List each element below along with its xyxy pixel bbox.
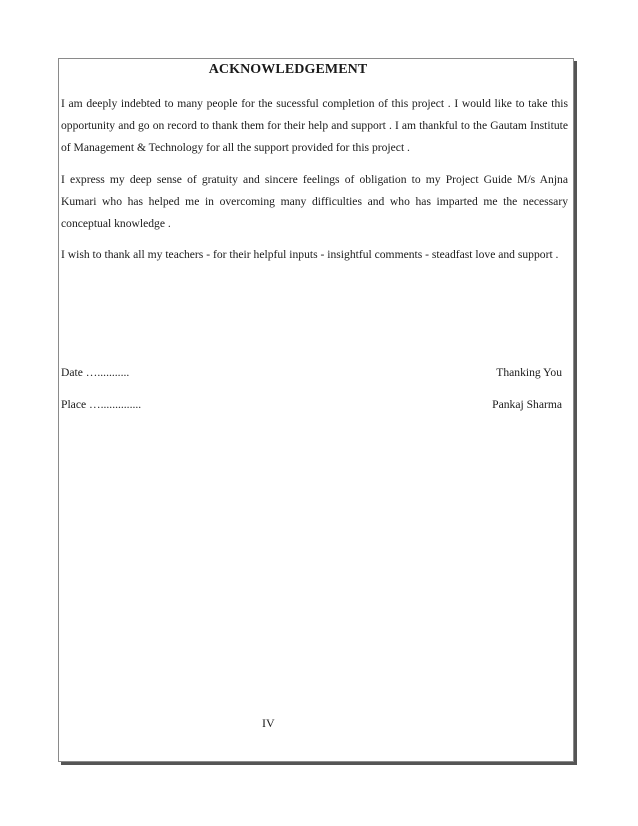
paragraph-1: I am deeply indebted to many people for the sucessful completion of this project . I would like to take this opportunity and go on record to thank them for their help and support . I am thankful to the Gautam Institute of Management & Technology for all the support provided for this project . (61, 97, 568, 154)
place-line: Place ….............. (61, 398, 142, 411)
page-number: IV (262, 716, 275, 730)
paragraph-3: I wish to thank all my teachers - for their helpful inputs - insightful comments - steadfast love and support . (61, 248, 559, 261)
paragraph-2: I express my deep sense of gratuity and sincere feelings of obligation to my Project Guide M/s Anjna Kumari who has helped me in overcoming many difficulties and who has imparted me the necessary conceptual knowledge . (61, 173, 568, 230)
closing-text: Thanking You (496, 366, 562, 379)
signature-name: Pankaj Sharma (492, 398, 562, 411)
date-line: Date …........... (61, 366, 130, 379)
document-heading: ACKNOWLEDGEMENT (208, 62, 368, 77)
